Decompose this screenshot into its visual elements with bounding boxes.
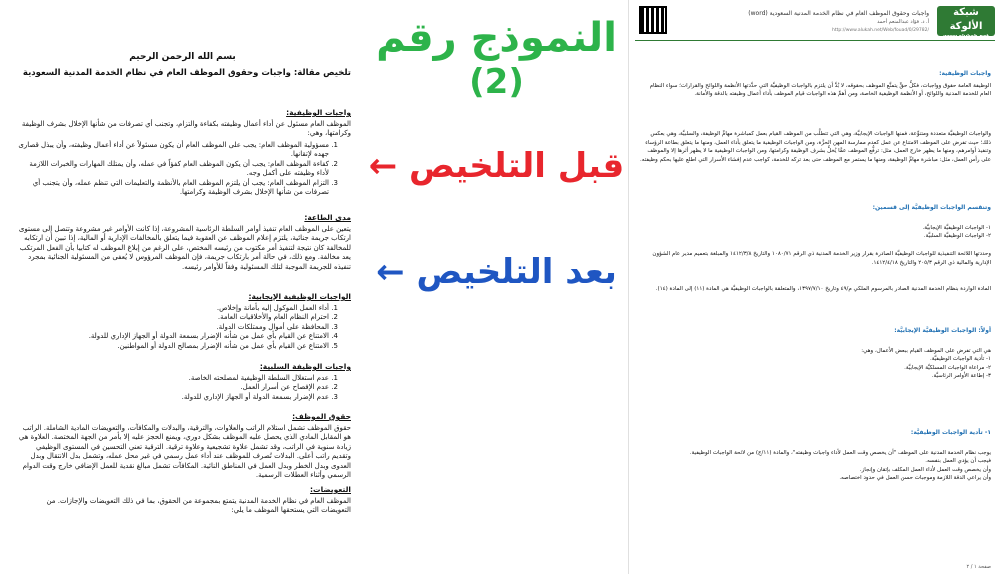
rp-section <box>639 285 991 297</box>
section-positive-duties <box>16 292 351 351</box>
rp-section <box>639 70 991 102</box>
list-item: 3. عدم الإضرار بسمعة الدولة أو الجهاز الإداري للدولة. <box>16 393 329 403</box>
after-summary-label: بعد التلخيص ← <box>376 252 617 292</box>
original-page <box>628 0 1000 574</box>
list-item: 2. كفاءة الموظف العام: يجب أن يكون الموظف العام كفؤاً في عمله، وأن يمتلك المهارات والخبرات اللازمة لأداء وظيفته على أكمل وجه. <box>16 160 329 179</box>
rp-section <box>639 195 991 252</box>
list-item: 2. احترام النظام العام والأخلاقيات العامة. <box>16 313 329 323</box>
section-text: والواجبات الوظيفيَّة متعددة ومتنوِّعة، فمنها الواجبات الإيجابيَّة، وهي التي تتطلَّب من الموظف القيام بعمل كمباشرة مهامِّ الوظيفة، والسلبيَّة، وهي بعكس ذلك؛ حيث تفرض على الموظف الامتناع عن عمل كعدم ممارسة المهن الحرَّة، ومن الواجبات الوظيفية ما يتعلق بأداء العمل، ومنها ما يتعلق بطاعة الرؤساء وتنفيذ أوامرهم، ومنها ما يظهر خارج العمل، مثل: ترفُّع الموظف عمَّا يُخلُّ بشرف الوظيفة وكرامتها، ومن الواجبات الوظيفية ما لا يظهر أثرها إلا والموظف على رأس العمل، مثل: مباشرة مهامِّ الوظيفة، ومنها ما يستمر مع الموظف حتى بعد تركه للخدمة، كواجب عدم إفشاء الأسرار التي اطلع عليها بحكم وظيفته. <box>640 131 991 163</box>
list-item: 1. مسؤولية الموظف العام: يجب على الموظف العام أن يكون مسئولاً عن أداء أعمال وظيفته، وأن يبذل قصارى جهده لإتقانها. <box>16 141 329 160</box>
rp-section <box>639 318 991 392</box>
rp-section <box>639 130 991 167</box>
section-rights <box>16 412 351 483</box>
section-title: حقوق الموظف: <box>292 412 351 421</box>
model-number: (2) <box>469 62 524 102</box>
basmala: بسم الله الرحمن الرحيم <box>129 52 236 62</box>
section-text: يتعين على الموظف العام تنفيذ أوامر السلطة الرئاسية المشروعة، إذا كانت الأوامر غير مشروعة وتتصل إلى مستوى ارتكاب جريمة جنائية، يلتزم إعلام الموظف عن العقوبة فيما يتعلق بالمخالفات الإدارية أو المالية، إذا تبين أن ارتكابه للمخالفة كان نتيجة لتنفيذ أمر مكتوب من رئيسه المختص، على الرغم من إبلاغ الموظف له كتابيا بأن الفعل المرتكب يعد مخالفة. ومع ذلك، في حالة أمر بارتكاب جريمة، فإن الموظف المرؤوس لا يُعفى من المسئولية الجنائية بمجرد تنفيذه للجريمة الموجبة لتلك المسئولية وفقاً للأوامر رئيسه. <box>18 224 351 271</box>
section-text: هي التي تفرض على الموظف القيام ببعض الأعمال، وهي: ١- تأدية الواجبات الوظيفيَّة. ٢- مراعاة الواجبات المسلكيَّة الإيجابيَّة. ٣- إطاعة الأوامر الرئاسيَّة. <box>861 347 991 379</box>
document-url: http://www.alukah.net/Web/fouad/0/29782/ <box>831 28 929 33</box>
logo-subtext: www.alukah.net <box>943 34 989 40</box>
section-title: واجبات الوظيفية: <box>939 70 991 77</box>
list-item: 3. المحافظة على أموال وممتلكات الدولة. <box>16 323 329 333</box>
page-header <box>629 0 1000 40</box>
header-divider <box>635 40 995 41</box>
list-item: 2. عدم الإفصاح عن أسرار العمل. <box>16 383 329 393</box>
model-title-line1: النموذج رقم <box>376 15 617 61</box>
list-item: 1. عدم استغلال السلطة الوظيفية لمصلحته الخاصة. <box>16 374 329 384</box>
document-author: أ. د. فؤاد عبدالمنعم أحمد <box>877 19 929 25</box>
section-text: وحددتها اللائحة التنفيذية للواجبات الوظيفيَّة الصادرة بقرار وزير الخدمة المدنية ذي الرقم ١٠٨٠/٧١ والتاريخ ١٤١٢/٣/٨ والمبلغة بتعميم مدير عام الشؤون الإدارية والمالية ذي الرقم ٢٠٥/٣ والتاريخ ١٤١٢/٤/١٨. <box>652 251 991 266</box>
section-text: حقوق الموظف تشمل استلام الراتب والعلاوات، والترقية، والبدلات والمكافآت، والتعويضات المادية الشاملة. الراتب هو المقابل المادي الذي يحصل عليه الموظف بشكل دوري، ويمنع الحجز عليه إلا بأمر من الجهة المختصة. العلاوة هي زيادة سنوية في الراتب، وقد تشمل علاوة تشجيعية وعلاوة ترقية. الترقية تعني التحسين في المستوى الوظيفي وتقديم راتب أعلى. البدلات تُصرف للموظف عند أداء عمل رسمي في غير محل عمله، وتشمل بدل الانتقال وبدل العدوى وبدل الخطر وبدل العمل في المناطق النائية. المكافآت تشمل مبالغ نقدية للعمل الإضافي خارج وقت الدوام الرسمي وأثناء العطلات الرسمية. <box>18 423 351 479</box>
section-title: ١- تأدية الواجبات الوظيفيَّة: <box>910 428 991 436</box>
summary-heading: تلخيص مقالة: واجبات وحقوق الموظف العام في نظام الخدمة المدنية السعودية <box>22 68 351 78</box>
section-text: الموظف العام مسئول عن أداء أعمال وظيفته بكفاءة والتزام، وتجنب أي تصرفات من شأنها الإخلال بشرف الوظيفة وكرامتها، وهي: <box>21 119 351 137</box>
logo-text: شبكة الألوكة <box>949 7 983 32</box>
section-text: ١- الواجبات الوظيفيَّة الإيجابيَّة. ٢- الواجبات الوظيفيَّة السلبيَّة. <box>922 224 991 239</box>
section-text: المادة الواردة بنظام الخدمة المدنية الصادر بالمرسوم الملكي م/٤٩ وتاريخ ١٣٩٧/٧/١٠، والمتعلقة بالواجبات الوظيفيَّة هي المادة (١١) إلى المادة (١٤). <box>655 286 991 292</box>
document-title: واجبات وحقوق الموظف العام في نظام الخدمة المدنية السعودية (word) <box>748 10 929 17</box>
list-item: 1. أداء العمل الموكول إليه بأمانة وإخلاص. <box>16 304 329 314</box>
section-title: وتنقسم الواجبات الوظيفيَّة إلى قسمين: <box>872 203 991 211</box>
section-text: الموظف العام في نظام الخدمة المدنية يتمتع بمجموعة من الحقوق، بما في ذلك التعويضات والإجازات. من التعويضات التي يستحقها الموظف ما يلي: <box>46 496 351 514</box>
section-title: واجبات الوظيفية: <box>286 108 351 117</box>
section-text: يوجب نظام الخدمة المدنية على الموظف "أن يخصص وقت العمل لأداء واجبات وظيفته"، والمادة (١١/ج) من لائحة الواجبات الوظيفية. فيجب أن يؤدي العمل بنفسه. وأن يخصص وقت العمل لأداء العمل المكلف بإتقان وإنجاز. وأن يراعي الدقة اللازمة وموجبات حسن العمل في حدود اختصاصه. <box>689 449 991 481</box>
list-item: 5. الامتناع عن القيام بأي عمل من شأنه الإضرار بمصالح الدولة أو المواطنين. <box>16 342 329 352</box>
summary-page <box>0 0 365 574</box>
section-title: التعويضات: <box>310 485 351 494</box>
before-summary-label: قبل التلخيص ← <box>368 146 625 186</box>
section-text: الوظيفة العامة حقوق وواجبات، فكلُّ حقٍّ يتمتَّع الموظف بحقوقه، لا بُدَّ أن يلتزم بالواجبات الوظيفيَّة التي حدَّدتها الأنظمة واللوائح والقرارات؛ سواء النظام العام للخدمة المدنية واللوائح، أو الأنظمة الوظيفية الخاصة، ومن أهمِّ هذه الواجبات قيام الموظف بأداء أعمال وظيفته بالدقة والأمانة. <box>649 82 991 97</box>
rp-section <box>639 250 991 270</box>
alukah-logo <box>937 6 995 40</box>
rp-section <box>639 420 991 494</box>
section-title: مدى الطاعة: <box>304 213 351 222</box>
section-title: أولاً: الواجبات الوظيفيَّة الإيجابيَّة: <box>894 326 991 334</box>
section-title: واجبات الوظيفة السلبية: <box>259 362 351 371</box>
section-title: الواجبات الوظيفية الإيجابية: <box>248 292 351 301</box>
section-compensation <box>16 485 351 518</box>
section-duties <box>16 108 351 198</box>
model-title <box>365 14 628 102</box>
center-labels <box>365 0 628 574</box>
page-number: صفحة ١ / ٢ <box>966 564 991 570</box>
qr-code-icon <box>639 6 667 34</box>
list-item: 4. الامتناع عن القيام بأي عمل من شأنه الإضرار بسمعة الدولة أو الجهاز الإداري للدولة. <box>16 332 329 342</box>
section-negative-duties <box>16 362 351 402</box>
list-item: 3. التزام الموظف العام: يجب أن يلتزم الموظف العام بالأنظمة والتعليمات التي تنظم عمله، وأن يتجنب أي تصرفات من شأنها الإخلال بشرف الوظيفة وكرامتها. <box>16 179 329 198</box>
section-obedience <box>16 213 351 274</box>
